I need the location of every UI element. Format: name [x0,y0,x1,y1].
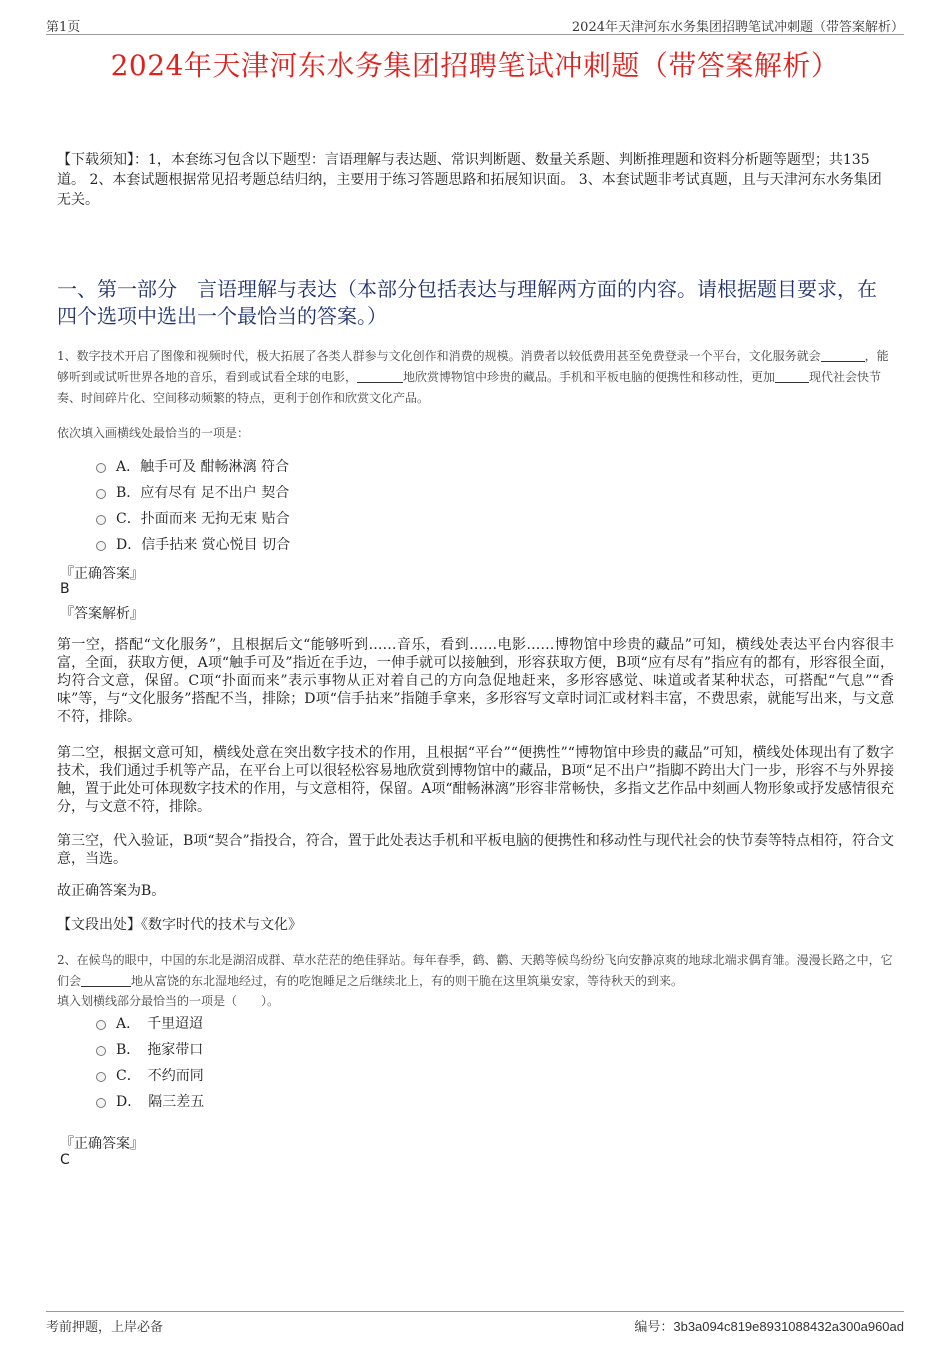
source-citation: 【文段出处】《数字时代的技术与文化》 [57,917,302,933]
analysis-conclusion: 故正确答案为B。 [57,883,166,899]
download-notice: 【下载须知】：1，本套练习包含以下题型：言语理解与表达题、常识判断题、数量关系题、判断推理题和资料分析题等题型；共135道。 2、本套试题根据常见招考题总结归纳，主要用于练习答题思路和拓展知识面。 3、本套试题非考试真题，且与天津河东水务集团无关。 [57,152,882,208]
option-a[interactable] [96,453,290,479]
question-2-instruction: 填入划横线部分最恰当的一项是（ ）。 [57,994,280,1008]
analysis-paragraph-2: 第二空，根据文意可知，横线处意在突出数字技术的作用，且根据“平台”“便携性”“博物馆中珍贵的藏品”可知，横线处体现出有了数字技术，我们通过手机等产品，在平台上可以很轻松容易地欣赏到博物馆中的藏品，B项“足不出户”指脚不跨出大门一步，形容不与外界接触，置于此处可体现数字技术的作用，与文意相符，保留。A项“酣畅淋漓”形容非常畅快，多指文艺作品中刻画人物形象或抒发感情很充分，与文意不符，排除。 [57,745,894,815]
question-2-text [57,950,894,992]
fill-blank-q2 [81,973,131,987]
question-1-part-3: 地欣赏博物馆中珍贵的藏品。手机和平板电脑的便携性和移动性，更加 [403,370,776,384]
option-label: D．信手拈来 赏心悦目 切合 [116,537,291,553]
option-c[interactable] [96,505,290,531]
radio-icon[interactable] [96,515,106,525]
page-header [46,14,904,35]
option-b[interactable] [96,1036,204,1062]
option-b[interactable] [96,479,290,505]
header-doc-title: 2024年天津河东水务集团招聘笔试冲刺题（带答案解析） [571,20,904,35]
question-1-part-1: 1、数字技术开启了图像和视频时代，极大拓展了各类人群参与文化创作和消费的规模。消费者以较低费用甚至免费登录一个平台，文化服务就会 [57,349,821,363]
radio-icon[interactable] [96,489,106,499]
question-1-options [96,453,290,557]
radio-icon[interactable] [96,463,106,473]
fill-blank-1 [821,348,865,362]
radio-icon[interactable] [96,541,106,551]
document-title: 2024年天津河东水务集团招聘笔试冲刺题（带答案解析） [110,49,840,82]
question-2-part-1: 2、在候鸟的眼中，中国的东北是湖沼成群、草水茫茫的绝佳驿站。每年春季，鹤、鹳、天鹅等候鸟纷纷飞向安静凉爽的地球北端求偶育雏。漫漫长路之中，它们会 [57,953,893,988]
document-code [634,1316,904,1335]
answer-label: 『正确答案』 [60,1136,144,1152]
radio-icon[interactable] [96,1098,106,1108]
option-label: A． 千里迢迢 [116,1016,204,1032]
question-1-instruction: 依次填入画横线处最恰当的一项是： [57,426,250,440]
analysis-label: 『答案解析』 [60,606,144,622]
option-d[interactable] [96,531,290,557]
analysis-paragraph-1: 第一空，搭配“文化服务”，且根据后文“能够听到……音乐，看到……电影……博物馆中珍贵的藏品”可知，横线处表达平台内容很丰富，全面，获取方便，A项“触手可及”指近在手边，一伸手就可以接触到，形容获取方便，B项“应有尽有”指应有的都有，形容很全面，均符合文意，保留。C项“扑面而来”表示事物从正对着自己的方向急促地赶来，多形容感觉、味道或者某种状态，可搭配“气息”“香味”等，与“文化服务”搭配不当，排除；D项“信手拈来”指随手拿来，多形容写文章时词汇或材料丰富，不费思索，就能写出来，与文意不符，排除。 [57,637,894,725]
question-2-options [96,1010,204,1114]
option-label: A．触手可及 酣畅淋漓 符合 [116,459,290,475]
radio-icon[interactable] [96,1072,106,1082]
code-value: 3b3a094c819e8931088432a300a960ad [673,1319,904,1334]
option-label: D． 隔三差五 [116,1094,205,1110]
section-heading: 一、第一部分 言语理解与表达（本部分包括表达与理解两方面的内容。请根据题目要求，在四个选项中选出一个最恰当的答案。） [57,277,877,328]
option-label: B．应有尽有 足不出户 契合 [116,485,290,501]
radio-icon[interactable] [96,1020,106,1030]
question-1-part-4: 现代社会快节奏、时间碎片化、空间移动频繁的特点，更利于创作和欣赏文化产品。 [57,370,882,405]
code-label: 编号： [634,1320,674,1335]
option-label: C． 不约而同 [116,1068,204,1084]
radio-icon[interactable] [96,1046,106,1056]
page-footer [46,1311,904,1336]
analysis-paragraph-3: 第三空，代入验证，B项“契合”指投合，符合，置于此处表达手机和平板电脑的便携性和移动性与现代社会的快节奏等特点相符，符合文意，当选。 [57,833,894,867]
fill-blank-3 [775,369,809,383]
page-number: 第1页 [46,20,81,35]
option-c[interactable] [96,1062,204,1088]
fill-blank-2 [357,369,403,383]
correct-answer: B [60,581,70,597]
question-1-part-2: ，能够听到或试听世界各地的音乐，看到或试看全球的电影， [57,349,889,384]
option-label: B． 拖家带口 [116,1042,204,1058]
option-label: C．扑面而来 无拘无束 贴合 [116,511,290,527]
footer-slogan: 考前押题，上岸必备 [46,1320,164,1335]
correct-answer: C [60,1152,70,1168]
option-d[interactable] [96,1088,204,1114]
answer-label: 『正确答案』 [60,566,144,582]
option-a[interactable] [96,1010,204,1036]
question-2-part-2: 地从富饶的东北湿地经过，有的吃饱睡足之后继续北上，有的则干脆在这里筑巢安家，等待秋天的到来。 [131,974,684,988]
question-1-text [57,346,894,409]
